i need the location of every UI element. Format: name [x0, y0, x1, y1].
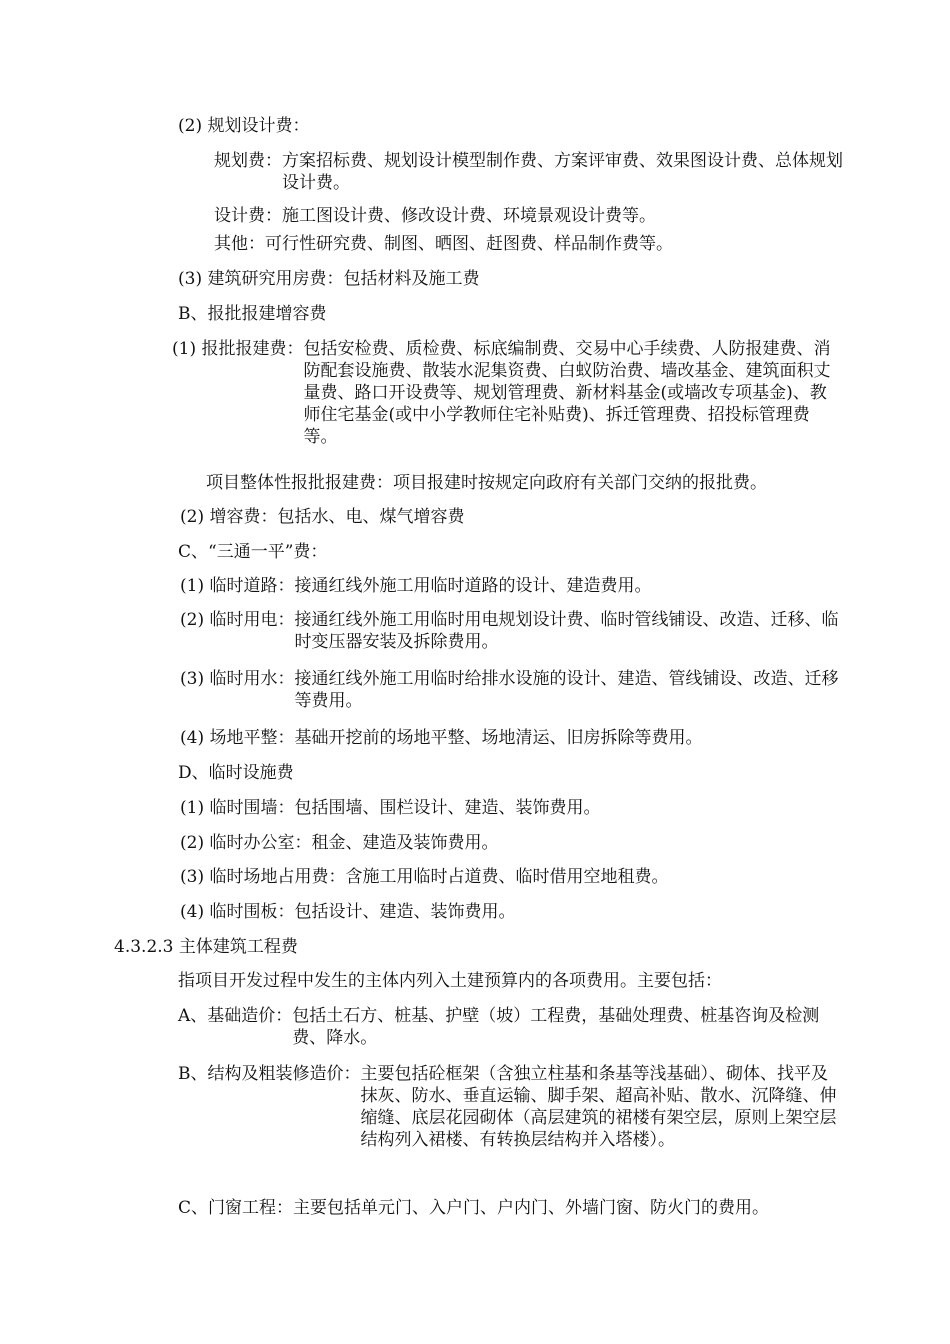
approval-fee-label: (1) 报批报建费： — [172, 339, 304, 359]
temp-water-label: (3) 临时用水： — [180, 669, 295, 689]
temp-water-item — [180, 668, 850, 712]
planning-fee-text: 方案招标费、规划设计模型制作费、方案评审费、效果图设计费、总体规划设计费。 — [282, 151, 843, 193]
foundation-item — [178, 1005, 838, 1049]
temp-water-text: 接通红线外施工用临时给排水设施的设计、建造、管线铺设、改造、迁移等费用。 — [294, 669, 839, 711]
section-d-heading: D、临时设施费 — [178, 763, 294, 783]
temp-power-item — [180, 609, 850, 653]
design-fee-label: 设计费： — [214, 206, 282, 226]
other-text: 可行性研究费、制图、晒图、赶图费、样品制作费等。 — [265, 234, 673, 254]
temp-office-item: (2) 临时办公室：租金、建造及装饰费用。 — [180, 833, 499, 853]
main-construction-intro: 指项目开发过程中发生的主体内列入土建预算内的各项费用。主要包括： — [178, 971, 722, 991]
doors-windows-item: C、门窗工程：主要包括单元门、入户门、户内门、外墙门窗、防火门的费用。 — [178, 1198, 770, 1218]
temp-power-text: 接通红线外施工用临时用电规划设计费、临时管线铺设、改造、迁移、临时变压器安装及拆除费用。 — [294, 610, 839, 652]
other-item — [214, 233, 854, 255]
capacity-fee-item: (2) 增容费：包括水、电、煤气增容费 — [180, 507, 465, 527]
temp-hoarding-item: (4) 临时围板：包括设计、建造、装饰费用。 — [180, 902, 516, 922]
site-leveling-item: (4) 场地平整：基础开挖前的场地平整、场地清运、旧房拆除等费用。 — [180, 728, 703, 748]
section-4323-heading: 4.3.2.3 主体建筑工程费 — [114, 937, 298, 957]
section-b-heading: B、报批报建增容费 — [178, 304, 327, 324]
section-c-heading: C、“三通一平”费： — [178, 542, 328, 562]
project-approval-note: 项目整体性报批报建费：项目报建时按规定向政府有关部门交纳的报批费。 — [206, 473, 767, 493]
approval-fee-item — [172, 338, 842, 448]
structure-text: 主要包括砼框架（含独立柱基和条基等浅基础）、砌体、找平及抹灰、防水、垂直运输、脚手架、超高补贴、散水、沉降缝、伸缩缝、底层花园砌体（高层建筑的裙楼有架空层，原则上架空层结构列入裙楼、有转换层结构并入塔楼）。 — [360, 1064, 837, 1150]
structure-label: B、结构及粗装修造价： — [178, 1064, 361, 1084]
research-building-item: (3) 建筑研究用房费：包括材料及施工费 — [178, 269, 480, 289]
planning-fee-label: 规划费： — [214, 151, 282, 171]
structure-item — [178, 1063, 838, 1151]
planning-fee-item — [214, 150, 854, 194]
temp-power-label: (2) 临时用电： — [180, 610, 295, 630]
temp-wall-item: (1) 临时围墙：包括围墙、围栏设计、建造、装饰费用。 — [180, 798, 601, 818]
foundation-label: A、基础造价： — [178, 1006, 293, 1026]
design-fee-item — [214, 205, 854, 227]
design-fee-text: 施工图设计费、修改设计费、环境景观设计费等。 — [282, 206, 656, 226]
foundation-text: 包括土石方、桩基、护壁（坡）工程费，基础处理费、桩基咨询及检测费、降水。 — [292, 1006, 820, 1048]
temp-site-use-item: (3) 临时场地占用费：含施工用临时占道费、临时借用空地租费。 — [180, 867, 669, 887]
approval-fee-text: 包括安检费、质检费、标底编制费、交易中心手续费、人防报建费、消防配套设施费、散装水泥集资费、白蚁防治费、墙改基金、建筑面积丈量费、路口开设费等、规划管理费、新材料基金(或墙改专项基金)、教师住宅基金(或中小学教师住宅补贴费)、拆迁管理费、招投标管理费等。 — [303, 339, 831, 447]
other-label: 其他： — [214, 234, 265, 254]
planning-design-heading: (2) 规划设计费： — [178, 116, 310, 136]
temp-road-item: (1) 临时道路：接通红线外施工用临时道路的设计、建造费用。 — [180, 576, 652, 596]
